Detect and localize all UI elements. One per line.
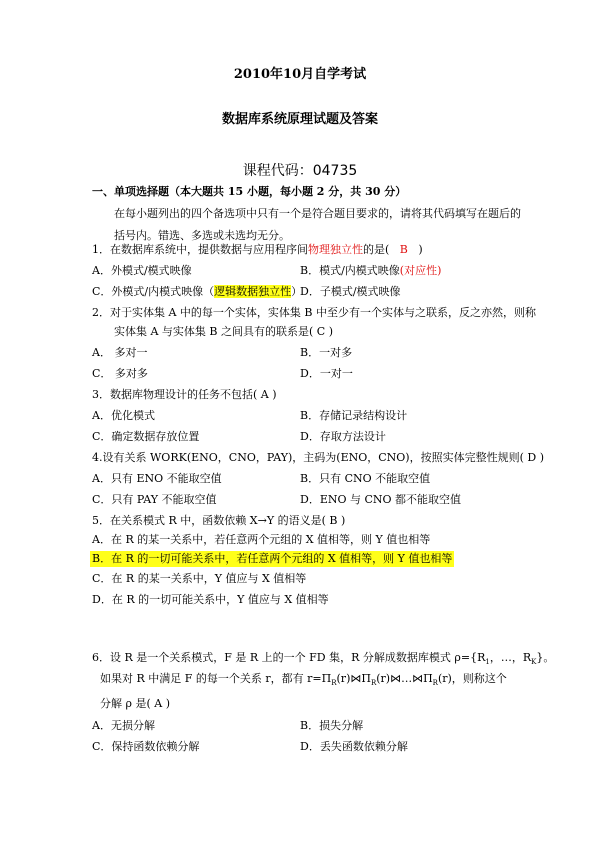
q1-stem-text: 1．在数据库系统中，提供数据与应用程序间 — [92, 243, 308, 256]
question-4-stem: 4.设有关系 WORK(ENO，CNO，PAY)，主码为(ENO，CNO)，按照实体完整性规则( D ) — [92, 451, 544, 464]
q1-option-a: A．外模式/模式映像 — [92, 264, 192, 277]
q2-option-d: D．一对一 — [300, 367, 353, 380]
q1-stem-end: ) — [418, 243, 423, 256]
q1-option-c-highlight: 逻辑数据独立性 — [214, 285, 292, 298]
question-6-stem-1 — [92, 651, 554, 665]
q4-option-b: B．只有 CNO 不能取空值 — [300, 472, 431, 485]
q1-option-c-end: ） — [291, 285, 303, 298]
q5-option-d: D．在 R 的一切可能关系中，Y 值应与 X 值相等 — [92, 593, 329, 606]
question-2-stem-1: 2．对于实体集 A 中的每一个实体，实体集 B 中至少有一个实体与之联系，反之亦然，则称 — [92, 306, 537, 319]
q6-stem-2-join-2: (r)⋈…⋈Π — [376, 672, 433, 685]
q6-stem-2-text: 如果对 R 中满足 F 的每一个关系 r，都有 r=Π — [100, 672, 332, 685]
q3-option-c: C．确定数据存放位置 — [92, 430, 200, 443]
q5-option-c: C．在 R 的某一关系中，Y 值应与 X 值相等 — [92, 572, 307, 585]
q3-option-b: B．存储记录结构设计 — [300, 409, 408, 422]
question-5-stem: 5．在关系模式 R 中，函数依赖 X→Y 的语义是( B ) — [92, 514, 346, 527]
q6-stem-1-text: 6．设 R 是一个关系模式，F 是 R 上的一个 FD 集，R 分解成数据库模式 ρ={R — [92, 651, 486, 664]
instructions-line-2: 括号内。错选、多选或未选均无分。 — [114, 229, 290, 242]
q6-subscript-r2: R — [370, 679, 377, 687]
q6-subscript-k: K — [531, 658, 537, 666]
q6-subscript-rk: R — [432, 679, 438, 687]
q1-option-b — [300, 264, 441, 278]
paper-title: 数据库系统原理试题及答案 — [221, 112, 378, 127]
q1-stem-highlight: 物理独立性 — [308, 243, 363, 256]
q3-option-d: D．存取方法设计 — [300, 430, 386, 443]
section-heading: 一、单项选择题（本大题共 15 小题，每小题 2 分，共 30 分） — [92, 185, 407, 198]
course-code: 课程代码：04735 — [242, 163, 358, 179]
q6-option-a: A．无损分解 — [92, 719, 155, 732]
q2-option-b: B．一对多 — [300, 346, 353, 359]
q1-option-c — [92, 285, 302, 299]
q4-option-a: A．只有 ENO 不能取空值 — [92, 472, 222, 485]
q3-option-a: A．优化模式 — [92, 409, 155, 422]
q4-option-d: D．ENO 与 CNO 都不能取空值 — [300, 493, 462, 506]
question-1-stem — [92, 243, 423, 257]
question-3-stem: 3．数据库物理设计的任务不包括( A ) — [92, 388, 277, 401]
instructions-line-1: 在每小题列出的四个备选项中只有一个是符合题目要求的，请将其代码填写在题后的 — [114, 207, 521, 220]
q1-stem-text-2: 的是( — [363, 243, 390, 256]
q2-option-c: C． 多对多 — [92, 367, 148, 380]
q1-option-b-text: B．模式/内模式映像 — [300, 264, 400, 277]
q6-subscript-1: 1 — [485, 658, 490, 666]
q5-option-a: A．在 R 的某一关系中，若任意两个元组的 X 值相等，则 Y 值也相等 — [92, 533, 431, 546]
q5-option-b: B．在 R 的一切可能关系中，若任意两个元组的 X 值相等，则 Y 值也相等 — [92, 552, 453, 565]
q4-option-c: C．只有 PAY 不能取空值 — [92, 493, 217, 506]
question-6-stem-2 — [100, 672, 507, 686]
q1-option-c-text: C．外模式/内模式映像（ — [92, 285, 215, 298]
q6-option-c: C．保持函数依赖分解 — [92, 740, 200, 753]
q6-stem-2-join-1: (r)⋈Π — [336, 672, 371, 685]
question-6-stem-3: 分解 ρ 是( A ) — [100, 697, 170, 710]
q6-stem-1-text-2: ，…，R — [489, 651, 532, 664]
q6-option-d: D．丢失函数依赖分解 — [300, 740, 408, 753]
question-2-stem-2: 实体集 A 与实体集 B 之间具有的联系是( C ) — [114, 325, 334, 338]
q6-option-b: B．损失分解 — [300, 719, 364, 732]
q1-option-b-note: (对应性) — [399, 264, 442, 277]
q2-option-a: A． 多对一 — [92, 346, 148, 359]
exam-title: 2010年10月自学考试 — [233, 67, 367, 82]
q6-stem-1-end: }。 — [536, 651, 555, 664]
q6-stem-2-end: (r)，则称这个 — [437, 672, 507, 685]
q1-answer: B — [399, 243, 408, 256]
q1-option-d: D．子模式/模式映像 — [300, 285, 401, 298]
q6-subscript-r1: R — [331, 679, 337, 687]
